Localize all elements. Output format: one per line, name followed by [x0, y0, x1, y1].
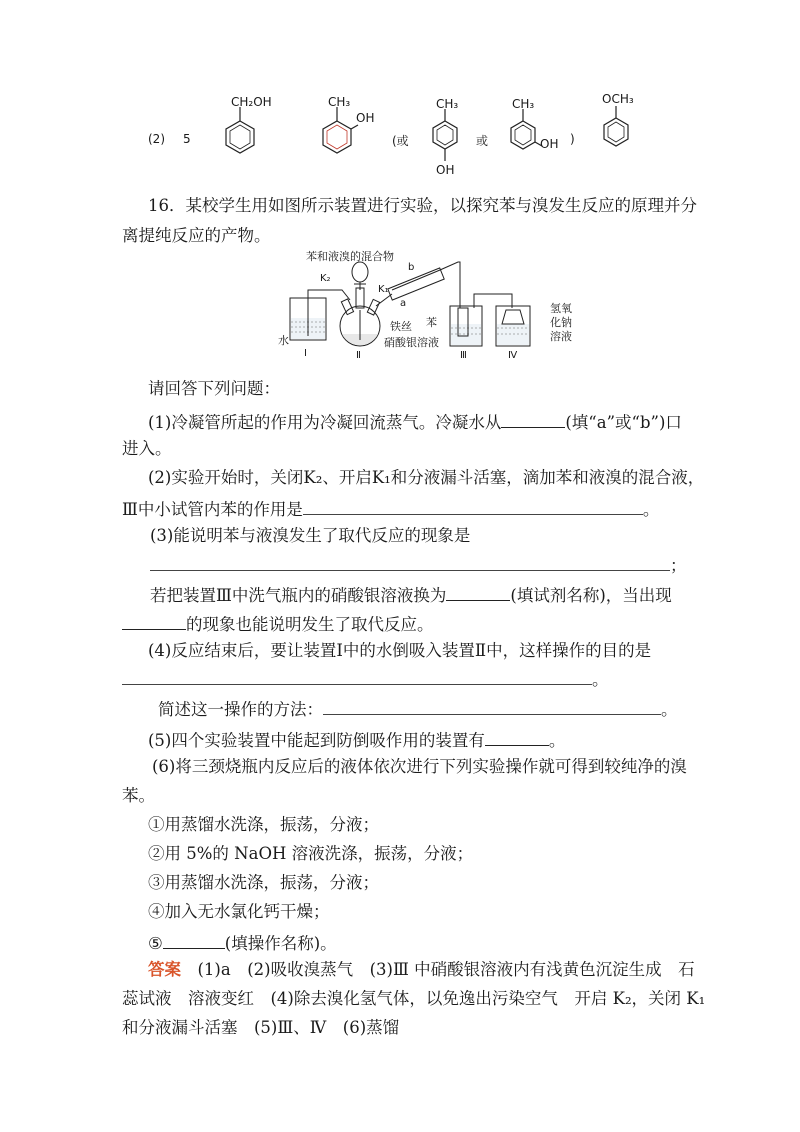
label-roman-2: Ⅱ [356, 350, 361, 361]
benzene-ring-icon [498, 107, 548, 162]
q3-end: ； [670, 556, 687, 575]
answer-line2: 蕊试液 溶液变红 (4)除去溴化氢气体，以免逸出污染空气 开启 K₂，关闭 K₁ [122, 989, 706, 1008]
structure-benzyl-alcohol [215, 95, 285, 165]
label-naoh-1: 氢氧 [550, 302, 572, 315]
open-paren: (或 [392, 134, 409, 148]
benzene-ring-icon [215, 105, 275, 165]
substituent1-label: CH₃ [436, 97, 459, 111]
q4-purpose-blank[interactable] [122, 666, 592, 685]
label-k1: K₁ [378, 284, 389, 295]
part2-number: 5 [183, 132, 191, 146]
answer-line1 [148, 959, 695, 981]
q4-end: 。 [592, 670, 609, 689]
q1-line2: 进入。 [122, 439, 172, 458]
q6-line2: 苯。 [122, 786, 155, 805]
q3-text-c: 的现象也能说明发生了取代反应。 [186, 615, 434, 634]
close-paren: ) [570, 132, 575, 146]
q4-line2 [122, 666, 609, 691]
q2-line2 [122, 496, 659, 521]
q5-line [148, 727, 565, 752]
label-naoh-2: 化钠 [550, 316, 572, 329]
answer-text-1: (1)a (2)吸收溴蒸气 (3)Ⅲ 中硝酸银溶液内有浅黄色沉淀生成 石 [197, 960, 695, 979]
substituent1-label: CH₃ [512, 97, 535, 111]
benzene-ring-icon [594, 104, 644, 159]
q6-blank[interactable] [163, 930, 225, 949]
structure-m-cresol [498, 95, 568, 165]
label-a: a [400, 298, 407, 309]
q2-end: 。 [642, 500, 660, 519]
benzene-ring-icon [420, 107, 470, 167]
part2-label: (2) [148, 132, 165, 146]
benzene-ring-icon [312, 105, 375, 165]
answer-label: 答案 [148, 960, 181, 979]
q3-reagent-blank[interactable] [446, 582, 510, 601]
prompt: 请回答下列问题： [148, 379, 280, 398]
q3-phenomenon-blank[interactable] [122, 611, 186, 630]
substituent2-label: OH [356, 111, 375, 125]
substituent2-label: OH [436, 163, 455, 177]
q3-text-b1: 若把装置Ⅲ中洗气瓶内的硝酸银溶液换为 [150, 586, 447, 605]
substituent-label: OCH₃ [602, 92, 634, 106]
q3-line1: (3)能说明苯与液溴发生了取代反应的现象是 [150, 526, 471, 545]
label-water: 水 [278, 334, 289, 347]
structure-p-cresol [420, 95, 470, 180]
or-connector: 或 [476, 134, 489, 148]
step5-text: (填操作名称)。 [224, 934, 337, 953]
label-silver-nitrate: 硝酸银溶液 [384, 336, 439, 349]
q6-step3: ③用蒸馏水洗涤，振荡，分液； [148, 873, 379, 892]
q3-line2 [150, 552, 687, 577]
label-b: b [408, 262, 415, 273]
q1-line1 [148, 409, 682, 434]
q6-step1: ①用蒸馏水洗涤，振荡，分液； [148, 815, 379, 834]
q2-text: Ⅲ中小试管内苯的作用是 [122, 500, 303, 519]
label-k2: K₂ [320, 273, 331, 284]
q4-line3 [158, 696, 678, 721]
label-naoh-3: 溶液 [550, 330, 572, 343]
step5-marker: ⑤ [148, 934, 163, 953]
structure-anisole [594, 92, 664, 162]
q6-step2: ②用 5%的 NaOH 溶液洗涤，振荡，分液； [148, 844, 474, 863]
q1-blank[interactable] [501, 409, 565, 428]
label-roman-3: Ⅲ [460, 350, 467, 361]
q3-line4 [122, 611, 434, 636]
q6-step5 [148, 930, 337, 955]
q2-line1: (2)实验开始时，关闭K₂、开启K₁和分液漏斗活塞，滴加苯和液溴的混合液， [148, 468, 705, 487]
q4-method-blank[interactable] [323, 696, 661, 715]
q5-text: (5)四个实验装置中能起到防倒吸作用的装置有 [148, 731, 485, 750]
apparatus-figure [280, 248, 600, 366]
q6-step4: ④加入无水氯化钙干燥； [148, 902, 330, 921]
q4-b-end: 。 [661, 700, 678, 719]
label-roman-1: Ⅰ [304, 348, 307, 359]
q2-blank[interactable] [303, 496, 643, 515]
q3-blank[interactable] [150, 552, 670, 571]
q3-text-b2: (填试剂名称)，当出现 [510, 586, 672, 605]
substituent2-label: OH [540, 137, 559, 151]
q5-end: 。 [548, 731, 566, 750]
q4-text-b: 简述这一操作的方法： [158, 700, 323, 719]
label-roman-4: Ⅳ [508, 350, 518, 361]
answer-line3: 和分液漏斗活塞 (5)Ⅲ、Ⅳ (6)蒸馏 [122, 1018, 400, 1037]
q6-line1: (6)将三颈烧瓶内反应后的液体依次进行下列实验操作就可得到较纯净的溴 [152, 757, 687, 776]
structure-o-cresol [312, 95, 392, 165]
q4-line1: (4)反应结束后，要让装置Ⅰ中的水倒吸入装置Ⅱ中，这样操作的目的是 [148, 641, 652, 660]
q1-text-a: (1)冷凝管所起的作用为冷凝回流蒸气。冷凝水从 [148, 413, 502, 432]
label-benzene: 苯 [426, 316, 437, 329]
q16-intro-line1: 16．某校学生用如图所示装置进行实验，以探究苯与溴发生反应的原理并分 [148, 196, 697, 215]
q16-intro-line2: 离提纯反应的产物。 [122, 226, 271, 245]
q1-text-b: (填“a”或“b”)口 [565, 413, 682, 432]
q3-line3 [150, 582, 672, 607]
q5-blank[interactable] [485, 727, 549, 746]
substituent-label: CH₂OH [231, 95, 272, 109]
label-mixture: 苯和液溴的混合物 [306, 250, 394, 263]
label-iron: 铁丝 [390, 320, 412, 333]
substituent1-label: CH₃ [328, 95, 351, 109]
